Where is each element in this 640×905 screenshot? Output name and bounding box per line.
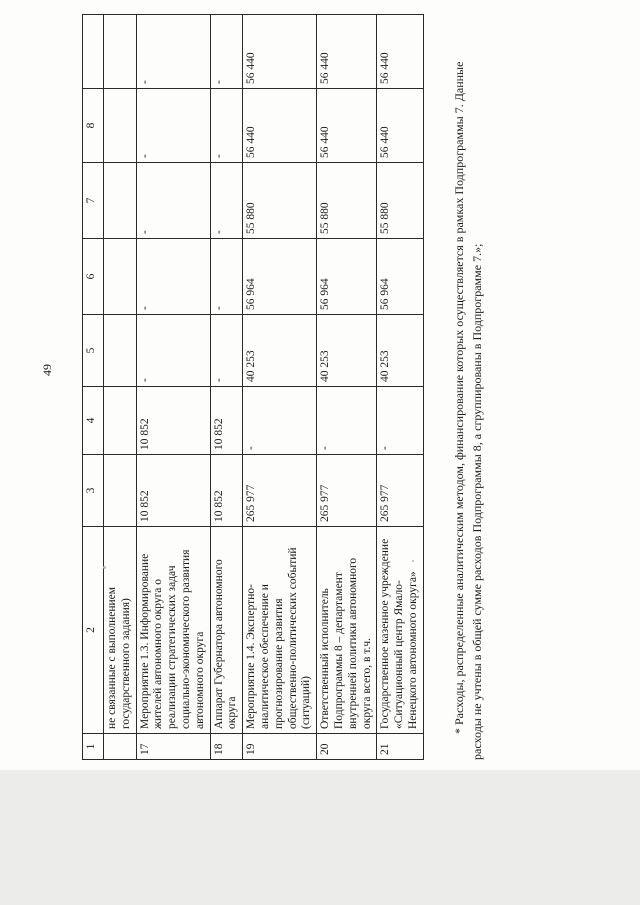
table-row (243, 15, 317, 760)
table-cell: - (136, 89, 210, 163)
table-cell: 40 253 (243, 315, 317, 387)
table-cell: - (210, 15, 243, 89)
table-cell (104, 89, 137, 163)
table-cell: 56 964 (243, 239, 317, 315)
column-header: 6 (83, 239, 104, 315)
page-background (0, 770, 640, 905)
table-cell: - (136, 239, 210, 315)
table-cell: 55 880 (243, 163, 317, 239)
column-header (83, 15, 104, 89)
table-cell: 10 852 (210, 387, 243, 455)
table-cell: 56 440 (317, 15, 377, 89)
column-header: 3 (83, 455, 104, 527)
table-header-row (83, 15, 104, 760)
table-row (136, 15, 210, 760)
table-cell: - (210, 89, 243, 163)
table-row (210, 15, 243, 760)
table-cell: 265 977 (243, 455, 317, 527)
column-header: 2 (83, 527, 104, 734)
table-cell: - (136, 163, 210, 239)
table-cell: 56 440 (377, 89, 423, 163)
table-cell: 20 (317, 734, 377, 760)
table-cell: - (377, 387, 423, 455)
row-description-cell: Мероприятие 1.3. Информирование жителей автономного округа о реализации стратегических задач социально-экономического развития автономного округа (136, 527, 210, 734)
row-description-cell: не связанные с выполнением государственного задания) (104, 527, 137, 734)
row-description-cell: Государственное казенное учреждение «Ситуационный центр Ямало-Ненецкого автономного округа» (377, 527, 423, 734)
rotated-content (82, 15, 485, 760)
table-cell (104, 315, 137, 387)
table-cell: 56 440 (377, 15, 423, 89)
table-cell: 40 253 (317, 315, 377, 387)
page-number: 49 (40, 364, 54, 376)
table-cell: 56 440 (243, 15, 317, 89)
table-cell (104, 163, 137, 239)
table-row (104, 15, 137, 760)
table-row (317, 15, 377, 760)
table-cell: 17 (136, 734, 210, 760)
table-cell: - (317, 387, 377, 455)
table-cell: 265 977 (377, 455, 423, 527)
table-cell: 56 440 (243, 89, 317, 163)
table-cell: 21 (377, 734, 423, 760)
table-cell (104, 734, 137, 760)
table-cell (104, 387, 137, 455)
table-cell: 56 440 (317, 89, 377, 163)
table-cell: - (136, 15, 210, 89)
column-header: 5 (83, 315, 104, 387)
table-cell: 55 880 (377, 163, 423, 239)
table-cell: - (243, 387, 317, 455)
budget-table (82, 14, 424, 760)
table-cell: - (136, 315, 210, 387)
footnote-line-2: расходы не учтены в общей сумме расходов Подпрограммы 8, а сгруппированы в Подпрограмме 7.»; (470, 243, 485, 760)
table-cell: 18 (210, 734, 243, 760)
table-cell: - (210, 315, 243, 387)
footnote-line-1: * Расходы, распределенные аналитическим методом, финансирование которых осуществляется в рамках Подпрограммы 7. Данные (451, 61, 466, 734)
scan-speck (103, 566, 106, 569)
table-cell (104, 455, 137, 527)
column-header: 8 (83, 89, 104, 163)
table-cell: 56 964 (377, 239, 423, 315)
column-header: 4 (83, 387, 104, 455)
table-cell: - (210, 163, 243, 239)
row-description-cell: Ответственный исполнитель Подпрограммы 8 – департамент внутренней политики автономного округа всего, в т.ч. (317, 527, 377, 734)
table-row (377, 15, 423, 760)
table-cell: 10 852 (210, 455, 243, 527)
table-cell: 10 852 (136, 387, 210, 455)
footnote (450, 15, 487, 760)
table-cell: 40 253 (377, 315, 423, 387)
table-cell: 19 (243, 734, 317, 760)
table-cell: 55 880 (317, 163, 377, 239)
table-cell: 265 977 (317, 455, 377, 527)
column-header: 7 (83, 163, 104, 239)
column-header: 1 (83, 734, 104, 760)
scan-speck (412, 560, 414, 562)
table-cell: 10 852 (136, 455, 210, 527)
table-cell (104, 239, 137, 315)
table-cell: - (210, 239, 243, 315)
table-cell: 56 964 (317, 239, 377, 315)
row-description-cell: Аппарат Губернатора автономного округа (210, 527, 243, 734)
table-cell (104, 15, 137, 89)
row-description-cell: Мероприятие 1.4. Экспертно-аналитическое обеспечение и прогнозирование развития общественно-политических событий (ситуаций) (243, 527, 317, 734)
